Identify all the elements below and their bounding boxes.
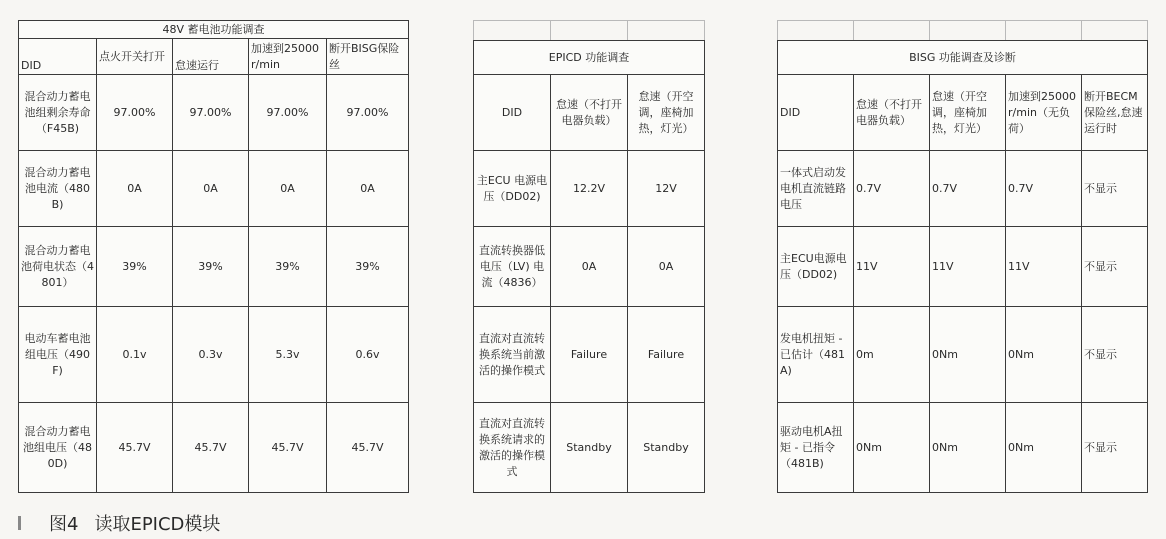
value-cell: 39%: [327, 227, 409, 307]
figure-caption: [18, 510, 220, 536]
table-row: [474, 151, 705, 227]
value-cell: 不显示: [1082, 403, 1148, 493]
value-cell: 97.00%: [173, 75, 249, 151]
value-cell: 45.7V: [173, 403, 249, 493]
did-cell: 直流对直流转换系统请求的激活的操作模式: [474, 403, 551, 493]
value-cell: 不显示: [1082, 307, 1148, 403]
value-cell: 11V: [930, 227, 1006, 307]
bisg-function-table: [777, 40, 1148, 493]
did-cell: 混合动力蓄电池组电压（480D): [19, 403, 97, 493]
value-cell: 45.7V: [327, 403, 409, 493]
table-row: [778, 403, 1148, 493]
column-header: 点火开关打开: [97, 39, 173, 75]
value-cell: 0.6v: [327, 307, 409, 403]
column-header: DID: [19, 39, 97, 75]
value-cell: 45.7V: [97, 403, 173, 493]
value-cell: 39%: [249, 227, 327, 307]
did-cell: 发电机扭矩 - 已估计（481A): [778, 307, 854, 403]
value-cell: 0.7V: [1006, 151, 1082, 227]
column-header: 怠速运行: [173, 39, 249, 75]
figure-number: 图4: [49, 514, 79, 535]
did-cell: 驱动电机A扭矩 - 已指令（481B): [778, 403, 854, 493]
table-row: [19, 151, 409, 227]
table-row: [19, 227, 409, 307]
did-cell: 混合动力蓄电池荷电状态（4801）: [19, 227, 97, 307]
table-row: [474, 227, 705, 307]
battery-function-table: [18, 20, 409, 493]
column-header: 怠速（不打开电器负载）: [854, 75, 930, 151]
value-cell: 11V: [1006, 227, 1082, 307]
epicd-function-table: [473, 40, 705, 493]
table-row: [19, 403, 409, 493]
caption-marker: [18, 516, 21, 530]
figure-title: 读取EPICD模块: [94, 514, 221, 535]
column-header: 加速到25000r/min（无负荷）: [1006, 75, 1082, 151]
did-cell: 直流对直流转换系统当前激活的操作模式: [474, 307, 551, 403]
column-header: 怠速（不打开电器负载）: [551, 75, 628, 151]
table-row: [474, 403, 705, 493]
value-cell: 39%: [173, 227, 249, 307]
value-cell: 0m: [854, 307, 930, 403]
value-cell: 97.00%: [97, 75, 173, 151]
did-cell: 主ECU 电源电压（DD02): [474, 151, 551, 227]
value-cell: 5.3v: [249, 307, 327, 403]
table-title: BISG 功能调查及诊断: [778, 41, 1148, 75]
value-cell: 0.7V: [930, 151, 1006, 227]
value-cell: 0Nm: [930, 403, 1006, 493]
column-header: 加速到25000r/min: [249, 39, 327, 75]
value-cell: 0A: [249, 151, 327, 227]
did-cell: 混合动力蓄电池组剩余寿命（F45B): [19, 75, 97, 151]
did-cell: 电动车蓄电池组电压（490F): [19, 307, 97, 403]
column-header: 断开BISG保险丝: [327, 39, 409, 75]
value-cell: 0Nm: [1006, 403, 1082, 493]
table-row: [19, 307, 409, 403]
did-cell: 主ECU电源电压（DD02): [778, 227, 854, 307]
table-row: [778, 227, 1148, 307]
value-cell: 0A: [327, 151, 409, 227]
value-cell: 39%: [97, 227, 173, 307]
value-cell: 0.3v: [173, 307, 249, 403]
value-cell: Standby: [551, 403, 628, 493]
value-cell: 不显示: [1082, 151, 1148, 227]
value-cell: 12.2V: [551, 151, 628, 227]
column-header: DID: [778, 75, 854, 151]
did-cell: 直流转换器低电压（LV) 电流（4836）: [474, 227, 551, 307]
table-title: 48V 蓄电池功能调查: [19, 21, 409, 39]
value-cell: Failure: [551, 307, 628, 403]
did-cell: 混合动力蓄电池电流（480B): [19, 151, 97, 227]
value-cell: 11V: [854, 227, 930, 307]
did-cell: 一体式启动发电机直流链路电压: [778, 151, 854, 227]
value-cell: 0.1v: [97, 307, 173, 403]
table-row: [19, 75, 409, 151]
value-cell: 0Nm: [854, 403, 930, 493]
value-cell: 97.00%: [327, 75, 409, 151]
value-cell: 0A: [97, 151, 173, 227]
value-cell: Failure: [628, 307, 705, 403]
value-cell: 0.7V: [854, 151, 930, 227]
value-cell: 不显示: [1082, 227, 1148, 307]
value-cell: 0A: [628, 227, 705, 307]
column-header: DID: [474, 75, 551, 151]
column-header: 断开BECM保险丝,怠速运行时: [1082, 75, 1148, 151]
value-cell: 0A: [173, 151, 249, 227]
value-cell: 0Nm: [930, 307, 1006, 403]
value-cell: Standby: [628, 403, 705, 493]
table-row: [778, 151, 1148, 227]
value-cell: 0A: [551, 227, 628, 307]
value-cell: 97.00%: [249, 75, 327, 151]
value-cell: 45.7V: [249, 403, 327, 493]
table-row: [474, 307, 705, 403]
value-cell: 12V: [628, 151, 705, 227]
column-header: 怠速（开空调，座椅加热，灯光）: [628, 75, 705, 151]
column-header: 怠速（开空调，座椅加热，灯光）: [930, 75, 1006, 151]
table-row: [778, 307, 1148, 403]
value-cell: 0Nm: [1006, 307, 1082, 403]
table-title: EPICD 功能调查: [474, 41, 705, 75]
